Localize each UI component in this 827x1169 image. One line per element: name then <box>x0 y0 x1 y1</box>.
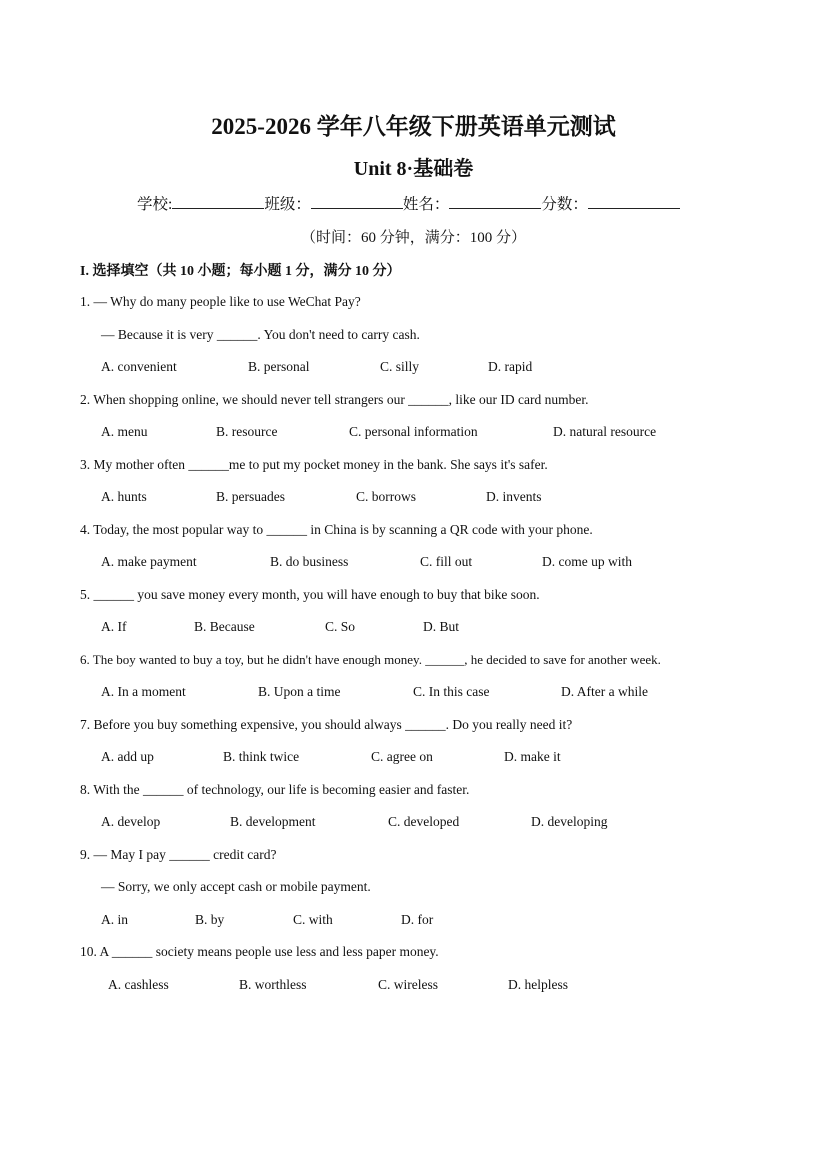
question-stem: 4. Today, the most popular way to ______ in China is by scanning a QR code with your phone. <box>80 522 593 537</box>
option-c[interactable]: C. with <box>293 912 333 927</box>
option-b[interactable]: B. do business <box>270 554 349 569</box>
option-b[interactable]: B. Upon a time <box>258 684 341 699</box>
school-blank[interactable] <box>172 193 264 209</box>
option-a[interactable]: A. add up <box>101 749 154 764</box>
question-stem: 7. Before you buy something expensive, you should always ______. Do you really need it? <box>80 717 573 732</box>
option-d[interactable]: D. invents <box>486 489 542 504</box>
option-c[interactable]: C. personal information <box>349 424 478 439</box>
option-d[interactable]: D. But <box>423 619 460 634</box>
option-b[interactable]: B. personal <box>248 359 310 374</box>
option-d[interactable]: D. helpless <box>508 977 568 992</box>
exam-title: 2025-2026 学年八年级下册英语单元测试 <box>211 114 616 139</box>
score-label: 分数： <box>541 196 588 213</box>
question-stem-answer: — Sorry, we only accept cash or mobile payment. <box>101 879 371 894</box>
question-stem: 2. When shopping online, we should never tell strangers our ______, like our ID card number. <box>80 392 589 407</box>
class-blank[interactable] <box>311 193 403 209</box>
option-d[interactable]: D. After a while <box>561 684 648 699</box>
option-b[interactable]: B. by <box>195 912 225 927</box>
option-b[interactable]: B. development <box>230 814 316 829</box>
option-b[interactable]: B. persuades <box>216 489 285 504</box>
score-blank[interactable] <box>588 193 680 209</box>
question-stem: 1. — Why do many people like to use WeChat Pay? <box>80 294 361 309</box>
option-b[interactable]: B. think twice <box>223 749 300 764</box>
option-a[interactable]: A. in <box>101 912 128 927</box>
question-stem: 9. — May I pay ______ credit card? <box>80 847 277 862</box>
question-stem: 8. With the ______ of technology, our life is becoming easier and faster. <box>80 782 470 797</box>
option-c[interactable]: C. silly <box>380 359 420 374</box>
exam-subtitle: Unit 8·基础卷 <box>353 158 474 180</box>
option-c[interactable]: C. wireless <box>378 977 438 992</box>
option-c[interactable]: C. In this case <box>413 684 490 699</box>
class-label: 班级： <box>264 196 311 213</box>
name-blank[interactable] <box>449 193 541 209</box>
question-stem: 3. My mother often ______me to put my pocket money in the bank. She says it's safer. <box>80 457 548 472</box>
option-b[interactable]: B. worthless <box>239 977 307 992</box>
option-a[interactable]: A. cashless <box>108 977 169 992</box>
option-d[interactable]: D. come up with <box>542 554 632 569</box>
section-title: I. 选择填空（共 10 小题；每小题 1 分，满分 10 分） <box>80 264 401 279</box>
option-c[interactable]: C. So <box>325 619 356 634</box>
option-c[interactable]: C. fill out <box>420 554 473 569</box>
option-d[interactable]: D. rapid <box>488 359 533 374</box>
question-stem: 5. ______ you save money every month, you will have enough to buy that bike soon. <box>80 587 540 602</box>
option-a[interactable]: A. convenient <box>101 359 177 374</box>
option-a[interactable]: A. hunts <box>101 489 147 504</box>
option-a[interactable]: A. make payment <box>101 554 197 569</box>
time-info: （时间：60 分钟，满分：100 分） <box>300 230 526 246</box>
option-a[interactable]: A. develop <box>101 814 161 829</box>
school-label: 学校: <box>137 196 173 213</box>
option-b[interactable]: B. resource <box>216 424 278 439</box>
option-d[interactable]: D. developing <box>531 814 608 829</box>
option-b[interactable]: B. Because <box>194 619 255 634</box>
option-d[interactable]: D. for <box>401 912 434 927</box>
student-info-row <box>137 192 680 214</box>
option-a[interactable]: A. In a moment <box>101 684 186 699</box>
question-stem-answer: — Because it is very ______. You don't need to carry cash. <box>101 327 420 342</box>
option-c[interactable]: C. developed <box>388 814 460 829</box>
question-stem: 6. The boy wanted to buy a toy, but he didn't have enough money. ______, he decided to save for another week. <box>80 652 661 667</box>
option-a[interactable]: A. menu <box>101 424 148 439</box>
option-d[interactable]: D. natural resource <box>553 424 657 439</box>
option-c[interactable]: C. agree on <box>371 749 433 764</box>
name-label: 姓名： <box>402 196 450 213</box>
option-a[interactable]: A. If <box>101 619 127 634</box>
option-c[interactable]: C. borrows <box>356 489 416 504</box>
option-d[interactable]: D. make it <box>504 749 561 764</box>
question-stem: 10. A ______ society means people use less and less paper money. <box>80 944 439 959</box>
